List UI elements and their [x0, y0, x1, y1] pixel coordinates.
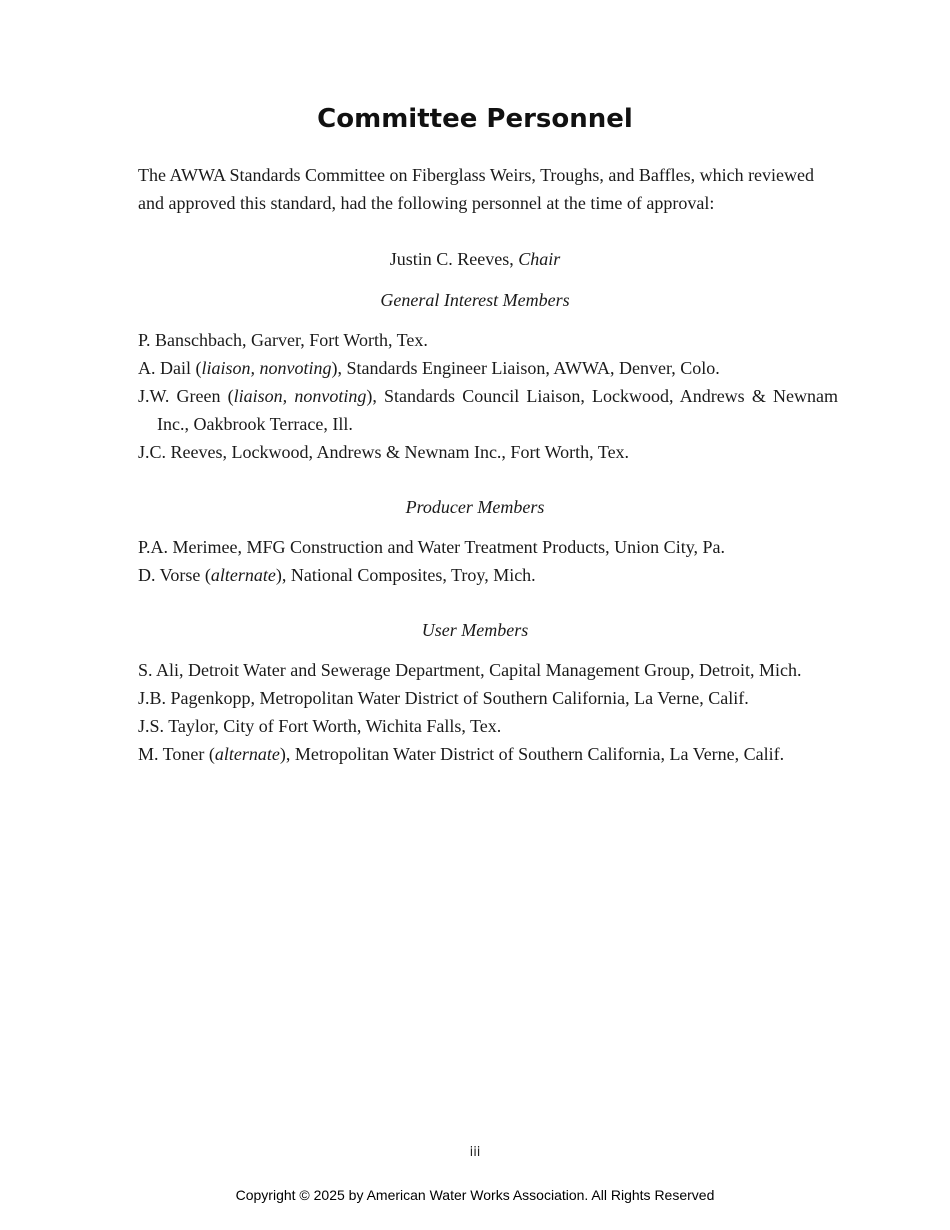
member-text: M. Toner (	[138, 744, 215, 764]
member-text: J.B. Pagenkopp, Metropolitan Water District of Southern California, La Verne, Calif.	[138, 688, 749, 708]
list-item	[138, 712, 838, 740]
member-text: S. Ali, Detroit Water and Sewerage Department, Capital Management Group, Detroit, Mich.	[138, 660, 802, 680]
member-text: J.C. Reeves, Lockwood, Andrews & Newnam Inc., Fort Worth, Tex.	[138, 442, 630, 462]
member-note: alternate	[210, 565, 276, 585]
user-list	[138, 656, 838, 768]
user-heading: User Members	[421, 620, 529, 640]
member-note: liaison, nonvoting	[201, 358, 332, 378]
producer-list	[138, 533, 838, 589]
chair-role: Chair	[518, 249, 561, 269]
intro-paragraph: The AWWA Standards Committee on Fiberglass Weirs, Troughs, and Baffles, which reviewed and approved this standard, had the following personnel at the time of approval:	[138, 165, 815, 213]
list-item	[138, 438, 838, 466]
list-item	[138, 740, 838, 768]
committee-chair	[0, 245, 950, 273]
list-item	[138, 561, 838, 589]
member-text: D. Vorse (	[138, 565, 211, 585]
member-note: alternate	[214, 744, 280, 764]
list-item	[138, 533, 838, 561]
page-number: iii	[469, 1145, 481, 1160]
producer-heading: Producer Members	[405, 497, 545, 517]
member-text: J.W. Green (	[138, 386, 234, 406]
list-item	[138, 354, 838, 382]
member-affiliation: ), Standards Engineer Liaison, AWWA, Denver, Colo.	[331, 358, 720, 378]
list-item	[138, 656, 838, 684]
list-item	[138, 684, 838, 712]
member-text: P.A. Merimee, MFG Construction and Water Treatment Products, Union City, Pa.	[138, 537, 726, 557]
member-affiliation: ), Metropolitan Water District of Southern California, La Verne, Calif.	[279, 744, 785, 764]
copyright-notice: Copyright © 2025 by American Water Works Association. All Rights Reserved	[235, 1187, 715, 1203]
member-text: P. Banschbach, Garver, Fort Worth, Tex.	[138, 330, 428, 350]
page-title: Committee Personnel	[317, 104, 633, 134]
general-interest-heading: General Interest Members	[380, 290, 570, 310]
list-item	[138, 382, 838, 438]
member-note: liaison, nonvoting	[233, 386, 367, 406]
member-text: J.S. Taylor, City of Fort Worth, Wichita Falls, Tex.	[138, 716, 502, 736]
member-text: A. Dail (	[138, 358, 202, 378]
member-affiliation: ), National Composites, Troy, Mich.	[275, 565, 536, 585]
list-item	[138, 326, 838, 354]
general-interest-list	[138, 326, 838, 466]
member-affiliation: ), Standards Council Liaison, Lockwood, Andrews & Newnam Inc., Oakbrook Terrace, Ill.	[157, 386, 839, 434]
chair-name: Justin C. Reeves,	[389, 249, 519, 269]
